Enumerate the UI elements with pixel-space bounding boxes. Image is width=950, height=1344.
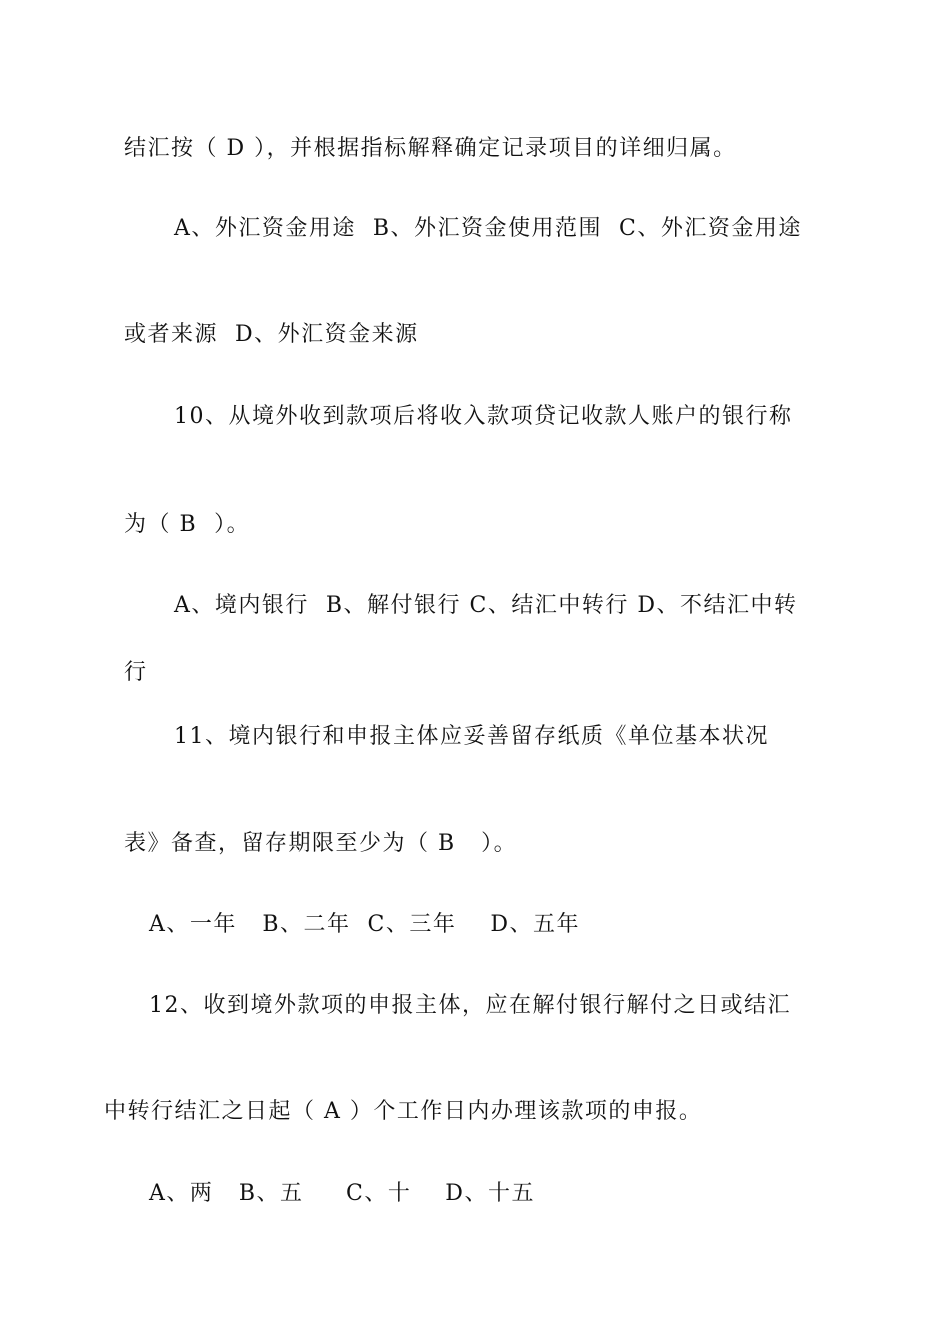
question-9-options-line-1: A、外汇资金用途 B、外汇资金使用范围 C、外汇资金用途 [174,216,802,241]
question-10-options-line-1: A、境内银行 B、解付银行 C、结汇中转行 D、不结汇中转 [174,593,798,618]
question-11-stem-line-1: 11、境内银行和申报主体应妥善留存纸质《单位基本状况 [174,724,769,749]
question-10-stem-line-1: 10、从境外收到款项后将收入款项贷记收款人账户的银行称 [174,404,793,429]
question-9-options-line-2: 或者来源 D、外汇资金来源 [124,322,419,347]
question-12-stem-line-2: 中转行结汇之日起（ A ）个工作日内办理该款项的申报。 [104,1099,703,1124]
question-11-options: A、一年 B、二年 C、三年 D、五年 [149,912,580,937]
question-12-options: A、两 B、五 C、十 D、十五 [149,1181,535,1206]
question-11-stem-line-2: 表》备查，留存期限至少为（ B ）。 [124,831,518,856]
question-10-options-line-2: 行 [124,660,148,685]
question-10-stem-line-2: 为（ B ）。 [124,512,251,537]
question-12-stem-line-1: 12、收到境外款项的申报主体，应在解付银行解付之日或结汇 [149,993,791,1018]
question-9-stem-end: 结汇按（ D ），并根据指标解释确定记录项目的详细归属。 [124,136,737,161]
